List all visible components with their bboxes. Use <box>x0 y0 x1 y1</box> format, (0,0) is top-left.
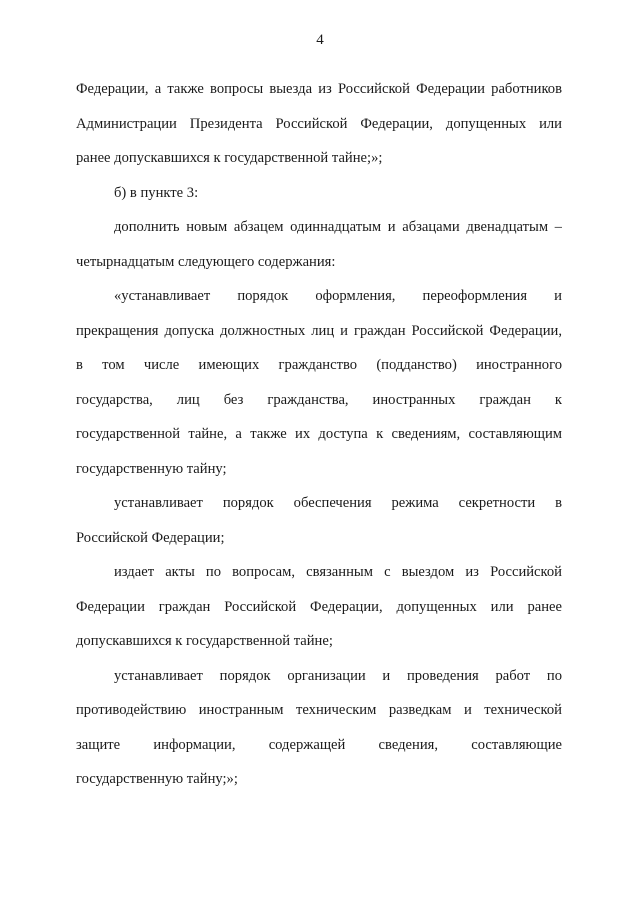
text-line: дополнить новым абзацем одиннадцатым и абзацами двенадцатым – <box>114 219 562 235</box>
page-number: 4 <box>316 32 324 48</box>
text-line: Российской Федерации; <box>76 529 225 546</box>
text-line: устанавливает порядок обеспечения режима секретности в <box>114 495 562 511</box>
text-line: государственную тайну; <box>76 460 227 477</box>
text-line: ранее допускавшихся к государственной тайне;»; <box>76 150 383 166</box>
text-line: «устанавливает порядок оформления, переоформления и <box>114 288 562 304</box>
text-line: защите информации, содержащей сведения, составляющие <box>76 736 562 753</box>
text-line: б) в пункте 3: <box>114 184 199 201</box>
text-line: Федерации, а также вопросы выезда из Российской Федерации работников <box>76 81 562 97</box>
text-line: издает акты по вопросам, связанным с выездом из Российской <box>114 564 562 580</box>
text-line: государственную тайну;»; <box>76 771 238 787</box>
text-line: противодействию иностранным техническим разведкам и технической <box>76 702 562 718</box>
text-line: государства, лиц без гражданства, иностранных граждан к <box>76 391 562 408</box>
text-line: в том числе имеющих гражданство (подданство) иностранного <box>76 357 562 373</box>
document-body <box>76 72 562 797</box>
text-line: прекращения допуска должностных лиц и граждан Российской Федерации, <box>76 322 562 339</box>
text-line: допускавшихся к государственной тайне; <box>76 633 333 649</box>
text-line: устанавливает порядок организации и проведения работ по <box>114 667 562 684</box>
text-line: Федерации граждан Российской Федерации, допущенных или ранее <box>76 598 562 615</box>
text-line: государственной тайне, а также их доступа к сведениям, составляющим <box>76 426 562 442</box>
text-line: Администрации Президента Российской Федерации, допущенных или <box>76 115 562 132</box>
text-line: четырнадцатым следующего содержания: <box>76 253 336 270</box>
